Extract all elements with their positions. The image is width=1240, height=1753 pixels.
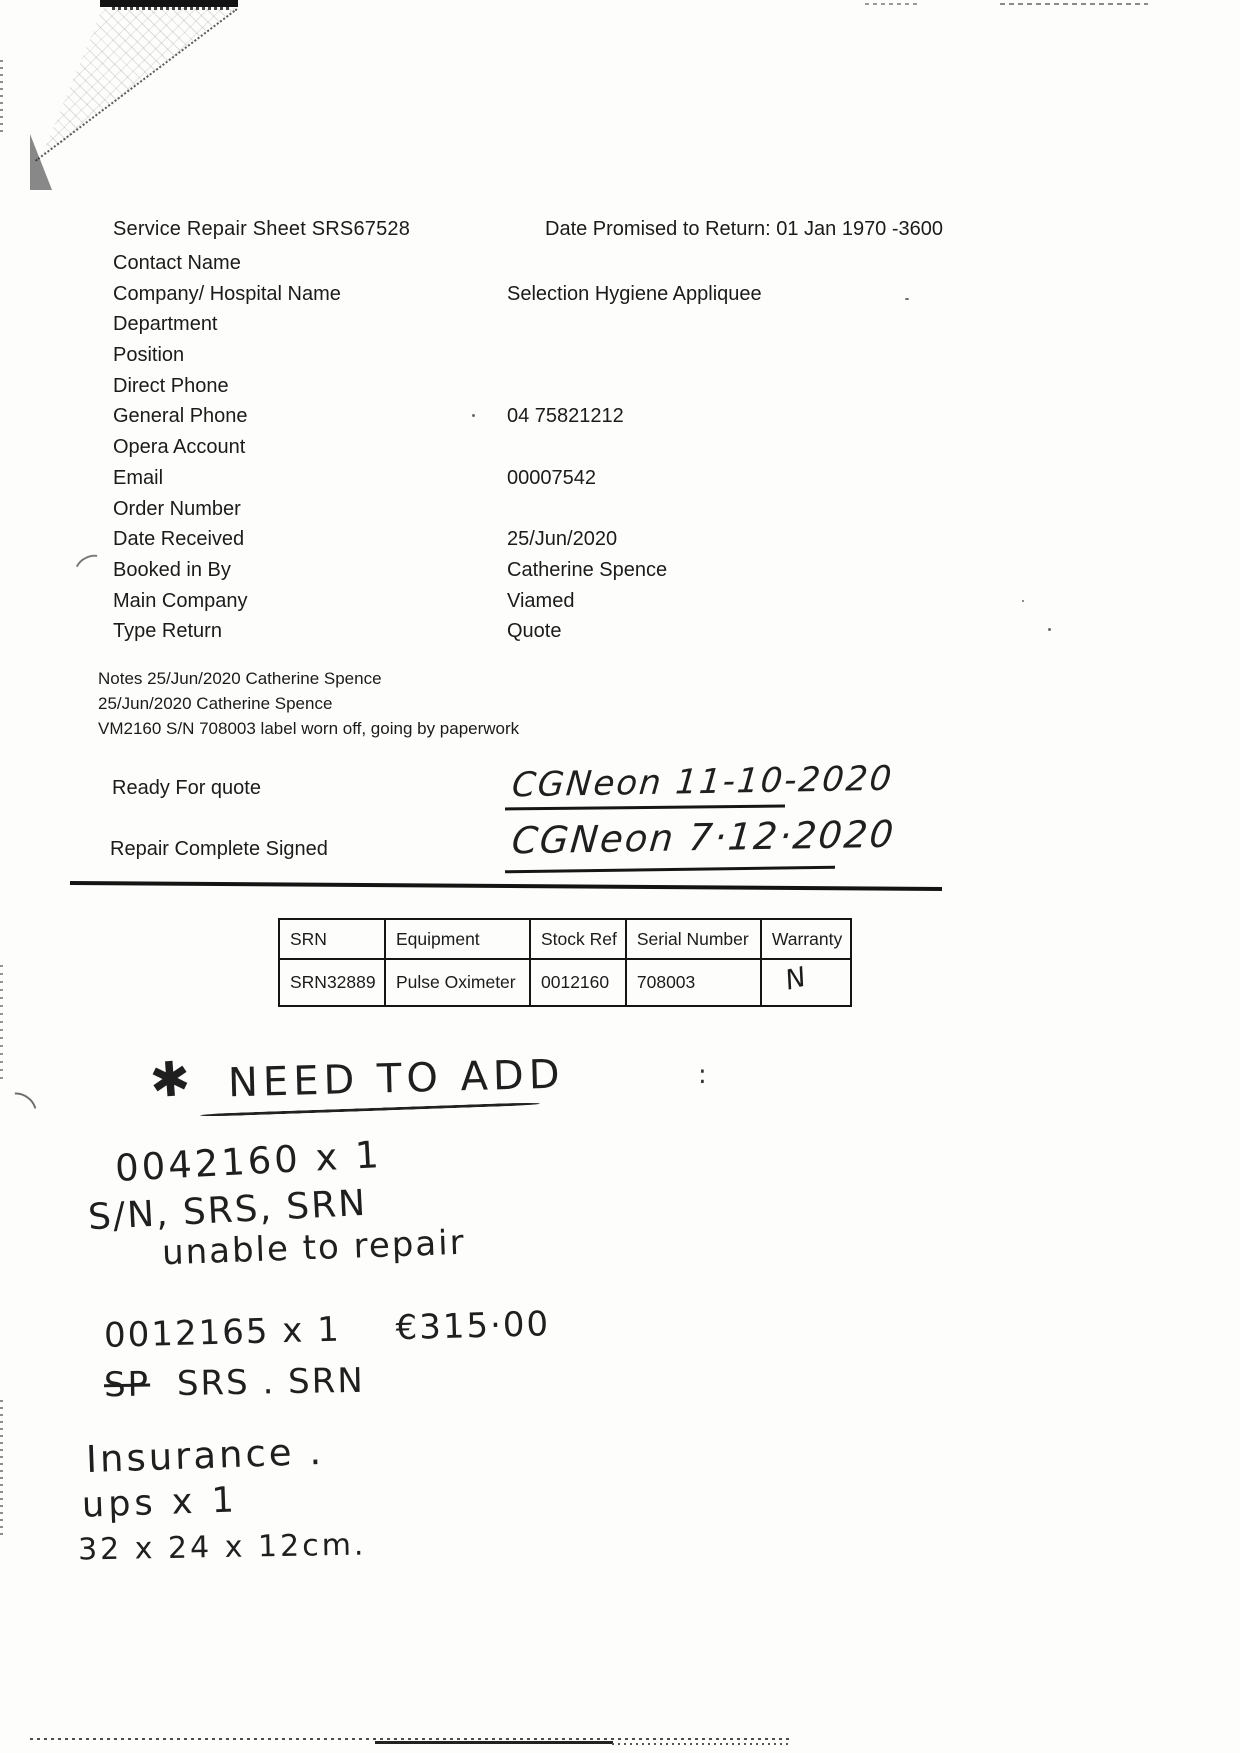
field-label: Main Company — [113, 589, 248, 612]
scan-artifact-left-edge-dots-2 — [0, 965, 3, 1085]
handwritten-warranty-n: N — [782, 961, 810, 997]
field-row-main-company — [113, 586, 1093, 617]
field-value: 25/Jun/2020 — [507, 528, 618, 551]
ready-for-quote-label: Ready For quote — [112, 777, 261, 799]
cell-stock-ref: 0012160 — [530, 959, 626, 1006]
date-promised-to-return: Date Promised to Return: 01 Jan 1970 -3600 — [545, 218, 944, 240]
ready-for-quote-signature: CGNeon 11-10-2020 — [510, 758, 895, 806]
scan-artifact-top-right-dashes — [865, 3, 917, 5]
field-row-email — [113, 463, 1093, 494]
table-header-row — [279, 919, 851, 959]
cell-serial-number: 708003 — [626, 959, 761, 1006]
field-label: Direct Phone — [113, 374, 229, 397]
field-value: 00007542 — [507, 466, 596, 489]
table-row — [279, 959, 851, 1006]
handwritten-price: €315·00 — [395, 1304, 551, 1349]
handwritten-ups-x1: ups x 1 — [81, 1480, 239, 1526]
signature-underline — [505, 866, 835, 874]
scan-artifact-squiggle-2 — [0, 1086, 43, 1130]
scan-artifact-bottom-line-dark — [375, 1741, 613, 1744]
field-row-department — [113, 309, 1093, 340]
cell-warranty — [761, 959, 851, 1006]
field-label: General Phone — [113, 405, 248, 428]
repair-complete-signed-label: Repair Complete Signed — [110, 838, 328, 860]
field-row-direct-phone — [113, 371, 1093, 402]
handwritten-sp-srs-srn — [104, 1361, 365, 1406]
field-row-booked-in-by — [113, 555, 1093, 586]
field-value: Selection Hygiene Appliquee — [507, 282, 762, 305]
field-value: Viamed — [507, 589, 575, 612]
field-label: Department — [113, 313, 218, 336]
field-value: 04 75821212 — [507, 405, 624, 428]
field-label: Company/ Hospital Name — [113, 282, 341, 305]
handwritten-item-text: 0012165 x 1 — [103, 1309, 342, 1356]
field-label: Booked in By — [113, 558, 231, 581]
field-label: Opera Account — [113, 436, 246, 459]
field-row-contact-name — [113, 248, 1093, 279]
handwritten-unable-to-repair: unable to repair — [161, 1222, 467, 1274]
cell-equipment: Pulse Oximeter — [385, 959, 530, 1006]
handwritten-text: SRS . SRN — [176, 1360, 366, 1404]
scan-artifact-bottom-line-dots — [612, 1743, 792, 1745]
field-label: Contact Name — [113, 252, 241, 274]
field-label: Order Number — [113, 497, 241, 520]
scan-artifact-bottom-line — [30, 1738, 792, 1740]
notes-line: VM2160 S/N 708003 label worn off, going by paperwork — [98, 719, 520, 738]
notes-block — [98, 666, 519, 741]
notes-line: Notes 25/Jun/2020 Catherine Spence — [98, 669, 382, 688]
handwritten-item-0042160: 0042160 x 1 — [114, 1133, 383, 1190]
field-value: Quote — [507, 620, 562, 643]
field-label: Date Received — [113, 528, 245, 551]
header-equipment: Equipment — [385, 919, 530, 959]
form-fields — [113, 248, 1093, 647]
handwritten-dimensions: 32 x 24 x 12cm. — [77, 1527, 367, 1568]
asterisk-mark: ✱ — [148, 1050, 193, 1110]
cell-srn: SRN32889 — [279, 959, 385, 1006]
field-row-order-number — [113, 494, 1093, 525]
field-row-type-return — [113, 616, 1093, 647]
header-srn: SRN — [279, 919, 385, 959]
field-row-opera-account — [113, 432, 1093, 463]
notes-line: 25/Jun/2020 Catherine Spence — [98, 694, 333, 713]
field-label: Position — [113, 344, 185, 367]
handwritten-struck-text: SP — [103, 1364, 151, 1406]
equipment-table — [278, 918, 852, 1007]
scan-artifact-left-edge-dots — [0, 60, 3, 132]
document-title: Service Repair Sheet SRS67528 — [113, 218, 411, 240]
handwritten-sn-srs-srn: S/N, SRS, SRN — [87, 1182, 369, 1239]
stray-ink-mark: : — [698, 1060, 707, 1090]
scan-artifact-left-edge-dots-3 — [0, 1400, 3, 1540]
field-label: Email — [113, 466, 164, 489]
signature-underline — [505, 805, 785, 811]
scan-artifact-top-right-dashes-2 — [1000, 3, 1148, 5]
repair-complete-signature: CGNeon 7·12·2020 — [510, 812, 897, 863]
header-warranty: Warranty — [761, 919, 851, 959]
header-stock-ref: Stock Ref — [530, 919, 626, 959]
field-row-position — [113, 340, 1093, 371]
field-value: Catherine Spence — [507, 558, 668, 581]
scan-artifact-squiggle — [71, 550, 110, 584]
handwritten-item-0012165 — [104, 1304, 551, 1356]
field-row-company-hospital-name — [113, 279, 1093, 310]
section-divider-rule — [70, 881, 942, 891]
field-label: Type Return — [113, 620, 222, 643]
handwritten-insurance: Insurance . — [85, 1429, 325, 1482]
handwritten-heading: NEED TO ADD — [227, 1051, 566, 1107]
field-row-general-phone — [113, 401, 1093, 432]
header-serial-number: Serial Number — [626, 919, 761, 959]
field-row-date-received — [113, 524, 1093, 555]
scan-artifact-top-bar — [100, 0, 238, 7]
scan-artifact-corner-wedge — [30, 134, 52, 190]
